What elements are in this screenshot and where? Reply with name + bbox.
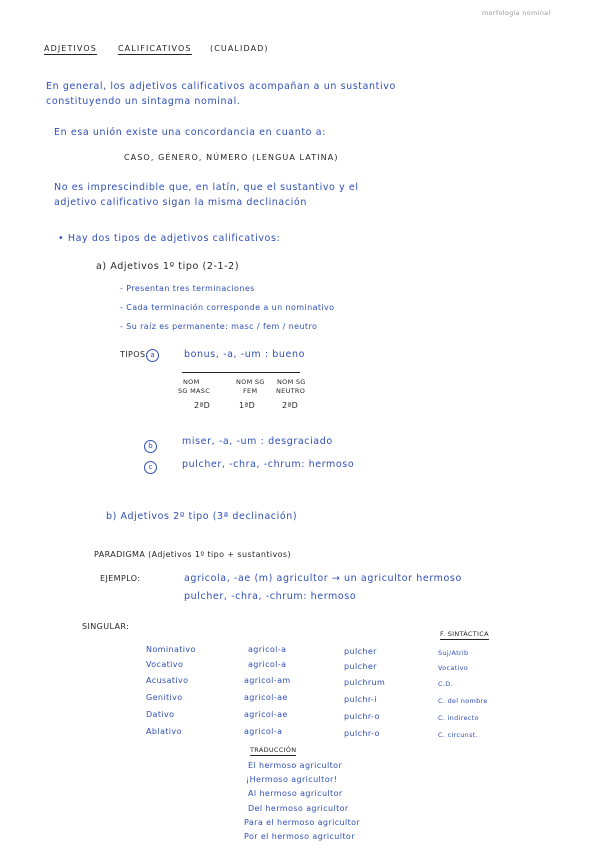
table-row-case: Acusativo xyxy=(146,676,189,685)
table-row-func: Vocativo xyxy=(438,664,469,672)
traduccion-label: TRADUCCIÓN xyxy=(250,746,297,754)
table-row-func: C. circunst. xyxy=(438,731,478,739)
tipo-b-text: miser, -a, -um : desgraciado xyxy=(182,436,333,447)
sub-col-decl: 1ªD xyxy=(239,401,256,410)
title-word-2: CALIFICATIVOS xyxy=(118,44,192,53)
table-row-adj: pulchr-o xyxy=(344,729,380,738)
table-row-func: Suj/Atrib xyxy=(438,649,469,657)
tipos-label: TIPOS: xyxy=(120,350,149,359)
intro-line-6: adjetivo calificativo sigan la misma declinación xyxy=(54,197,307,208)
traduccion-line: El hermoso agricultor xyxy=(248,761,343,770)
table-row-case: Vocativo xyxy=(146,660,184,669)
table-row-noun: agricol-am xyxy=(244,676,291,685)
sub-col-top: NOM SG xyxy=(236,378,265,386)
table-row-case: Dativo xyxy=(146,710,175,719)
singular-label: SINGULAR: xyxy=(82,622,130,631)
title-word-1: ADJETIVOS xyxy=(44,44,97,53)
table-row-noun: agricol-a xyxy=(248,660,287,669)
table-row-case: Genitivo xyxy=(146,693,183,702)
table-row-noun: agricol-a xyxy=(244,727,283,736)
title-word-3: (CUALIDAD) xyxy=(210,44,269,53)
table-row-adj: pulchr-o xyxy=(344,712,380,721)
sub-col-decl: 2ªD xyxy=(194,401,211,410)
traduccion-line: Del hermoso agricultor xyxy=(248,804,349,813)
type-a-label: a) Adjetivos 1º tipo (2-1-2) xyxy=(96,261,240,272)
intro-line-3: En esa unión existe una concordancia en cuanto a: xyxy=(54,127,326,138)
sub-col-bottom: FEM xyxy=(243,387,258,395)
table-row-func: C. indirecto xyxy=(438,714,479,722)
type-a-point: - Su raíz es permanente: masc / fem / neutro xyxy=(120,322,318,331)
intro-line-4: CASO, GÉNERO, NÚMERO (LENGUA LATINA) xyxy=(124,153,339,162)
tipo-c-circle: c xyxy=(144,461,157,474)
sub-col-bottom: SG MASC xyxy=(178,387,211,395)
traduccion-line: ¡Hermoso agricultor! xyxy=(246,775,338,784)
tipo-c-text: pulcher, -chra, -chrum: hermoso xyxy=(182,459,355,470)
sub-col-bottom: NEUTRO xyxy=(276,387,306,395)
traduccion-line: Al hermoso agricultor xyxy=(248,789,343,798)
sub-col-decl: 2ªD xyxy=(282,401,299,410)
table-row-noun: agricol-ae xyxy=(244,693,288,702)
tipo-b-circle: b xyxy=(144,440,157,453)
table-row-case: Ablativo xyxy=(146,727,182,736)
ejemplo-label: EJEMPLO: xyxy=(100,574,141,583)
table-row-adj: pulcher xyxy=(344,662,377,671)
table-row-adj: pulchrum xyxy=(344,678,386,687)
intro-line-1: En general, los adjetivos calificativos acompañan a un sustantivo xyxy=(46,81,396,92)
ejemplo-line-2: pulcher, -chra, -chrum: hermoso xyxy=(184,591,357,602)
header-box xyxy=(480,4,600,22)
table-row-func: C. del nombre xyxy=(438,697,488,705)
traduccion-line: Para el hermoso agricultor xyxy=(244,818,361,827)
paradigma-label: PARADIGMA (Adjetivos 1º tipo + sustantivos) xyxy=(94,550,292,559)
tipo-a-circle: a xyxy=(146,349,159,362)
tipo-a-rule xyxy=(182,372,300,373)
type-b-label: b) Adjetivos 2º tipo (3ª declinación) xyxy=(106,511,298,522)
header-note: morfología nominal xyxy=(482,9,551,17)
bullet-intro: • Hay dos tipos de adjetivos calificativos: xyxy=(58,233,281,244)
f-sintactica-header: F. SINTÁCTICA xyxy=(440,630,489,638)
sub-col-top: NOM xyxy=(183,378,200,386)
type-a-point: - Presentan tres terminaciones xyxy=(120,284,255,293)
type-a-point: - Cada terminación corresponde a un nominativo xyxy=(120,303,335,312)
table-row-noun: agricol-ae xyxy=(244,710,288,719)
ejemplo-line-1: agricola, -ae (m) agricultor → un agricultor hermoso xyxy=(184,573,462,584)
intro-line-5: No es imprescindible que, en latín, que el sustantivo y el xyxy=(54,182,359,193)
tipo-a-text: bonus, -a, -um : bueno xyxy=(184,349,306,360)
table-row-case: Nominativo xyxy=(146,645,196,654)
table-row-adj: pulchr-i xyxy=(344,695,377,704)
sub-col-top: NOM SG xyxy=(277,378,306,386)
table-row-noun: agricol-a xyxy=(248,645,287,654)
table-row-func: C.D. xyxy=(438,680,453,688)
intro-line-2: constituyendo un sintagma nominal. xyxy=(46,96,241,107)
table-row-adj: pulcher xyxy=(344,647,377,656)
traduccion-line: Por el hermoso agricultor xyxy=(244,832,355,841)
